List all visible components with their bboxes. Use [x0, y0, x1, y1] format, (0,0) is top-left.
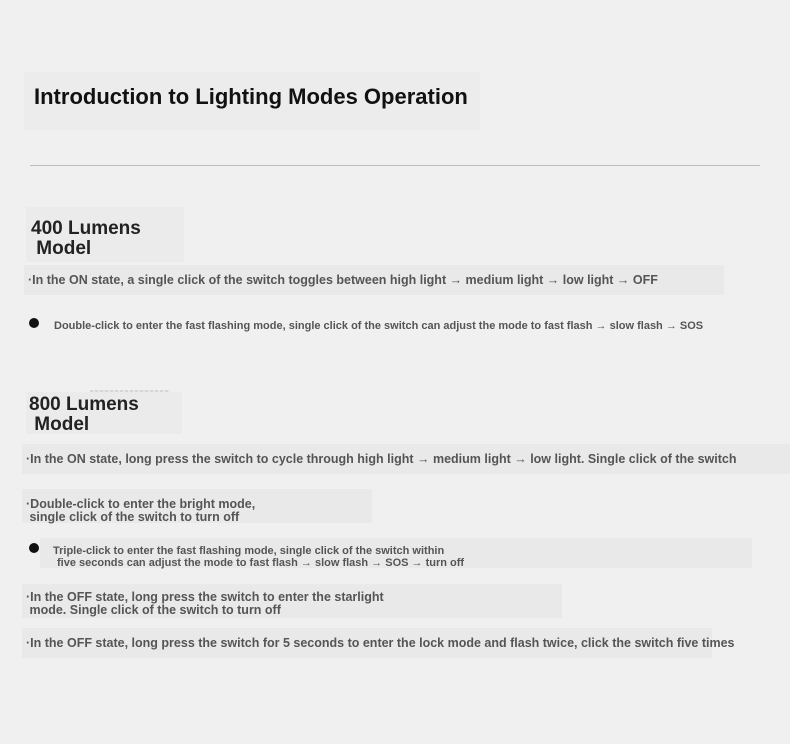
- model-heading-line2: Model: [31, 238, 92, 259]
- instruction-line: mode. Single click of the switch to turn off: [26, 603, 281, 617]
- model-heading-line1: 800 Lumens: [29, 394, 139, 415]
- model-heading-400: [31, 219, 141, 259]
- instruction-400-double-click: Double-click to enter the fast flashing mode, single click of the switch can adjust the mode to fast flash → slow flash → SOS: [54, 320, 704, 332]
- divider: [30, 165, 760, 166]
- model-heading-800: [29, 395, 139, 435]
- instruction-line: ·Double-click to enter the bright mode,: [26, 497, 256, 511]
- instruction-800-triple-click: [53, 545, 464, 569]
- instruction-800-lock-mode: ·In the OFF state, long press the switch for 5 seconds to enter the lock mode and flash twice, click the switch five times: [26, 636, 735, 650]
- instruction-line: single click of the switch to turn off: [26, 510, 240, 524]
- model-heading-line2: Model: [29, 414, 90, 435]
- instruction-800-double-click: [26, 498, 255, 524]
- bullet-icon: [29, 543, 39, 553]
- page-title: Introduction to Lighting Modes Operation: [34, 84, 468, 109]
- instruction-800-starlight: [26, 591, 384, 617]
- instruction-line: Triple-click to enter the fast flashing mode, single click of the switch within: [53, 545, 445, 557]
- instruction-800-on-state: ·In the ON state, long press the switch to cycle through high light → medium light → low light. Single click of the switch: [26, 452, 737, 466]
- instruction-400-on-state: ·In the ON state, a single click of the switch toggles between high light → medium light → low light → OFF: [28, 273, 658, 287]
- model-heading-line1: 400 Lumens: [31, 218, 141, 239]
- bullet-icon: [29, 318, 39, 328]
- instruction-line: ·In the OFF state, long press the switch to enter the starlight: [26, 590, 384, 604]
- instruction-line: five seconds can adjust the mode to fast flash → slow flash → SOS → turn off: [57, 557, 465, 569]
